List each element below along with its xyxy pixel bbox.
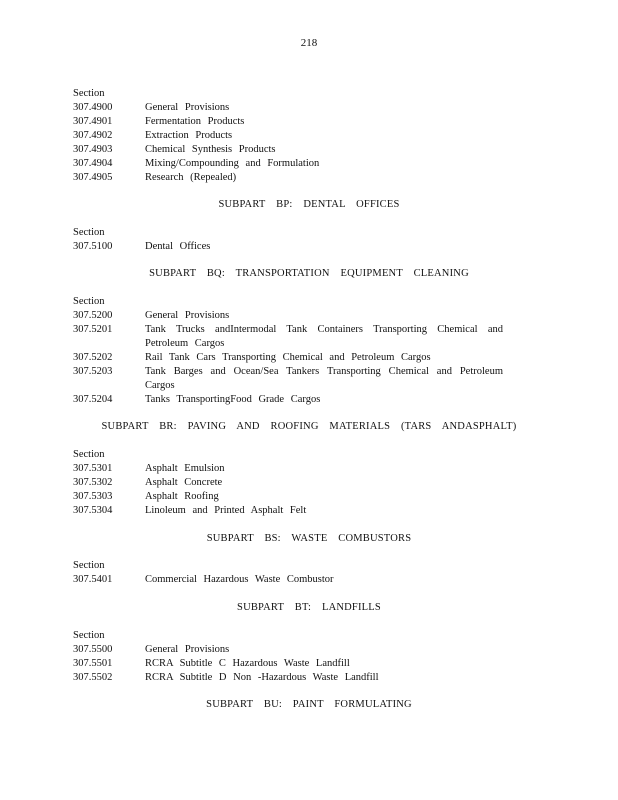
section-title: Linoleum and Printed Asphalt Felt — [145, 505, 307, 516]
section-number: 307.5204 — [73, 394, 113, 405]
section-number: 307.5303 — [73, 491, 113, 502]
list-item — [73, 115, 503, 129]
section-list — [73, 226, 503, 254]
list-item — [73, 240, 503, 254]
section-number: 307.4904 — [73, 158, 113, 169]
section-title: Asphalt Concrete — [145, 477, 223, 488]
section-title: Commercial Hazardous Waste Combustor — [145, 574, 334, 585]
list-item — [73, 323, 503, 351]
section-title: Tank Barges and Ocean/Sea Tankers Transporting Chemical and Petroleum Cargos — [145, 366, 503, 391]
section-number: 307.4901 — [73, 116, 113, 127]
list-item — [73, 671, 503, 685]
list-item — [73, 476, 503, 490]
list-item — [73, 351, 503, 365]
section-number: 307.4902 — [73, 130, 113, 141]
section-title: Tank Trucks andIntermodal Tank Containers Transporting Chemical and Petroleum Cargos — [145, 324, 503, 349]
list-item — [73, 101, 503, 115]
section-label: Section — [73, 88, 105, 99]
section-number: 307.5202 — [73, 352, 113, 363]
page-number: 218 — [300, 37, 318, 49]
section-number: 307.5302 — [73, 477, 113, 488]
list-item — [73, 504, 503, 518]
section-title: Chemical Synthesis Products — [145, 144, 276, 155]
list-item — [73, 393, 503, 407]
list-item — [73, 129, 503, 143]
section-title: General Provisions — [145, 644, 230, 655]
list-item — [73, 462, 503, 476]
section-number: 307.5201 — [73, 324, 113, 335]
section-title: Research (Repealed) — [145, 172, 237, 183]
list-item — [73, 657, 503, 671]
section-number: 307.5401 — [73, 574, 113, 585]
section-title: Mixing/Compounding and Formulation — [145, 158, 320, 169]
section-title: General Provisions — [145, 102, 230, 113]
section-number: 307.5304 — [73, 505, 113, 516]
section-number: 307.4903 — [73, 144, 113, 155]
section-number: 307.5203 — [73, 366, 113, 377]
list-item — [73, 365, 503, 393]
section-list — [73, 629, 503, 685]
subpart-heading: SUBPART BU: PAINT FORMULATING — [206, 699, 412, 710]
list-item — [73, 643, 503, 657]
section-title: Asphalt Roofing — [145, 491, 219, 502]
subpart-heading: SUBPART BS: WASTE COMBUSTORS — [206, 533, 412, 544]
section-list — [73, 448, 503, 518]
section-list — [73, 87, 503, 185]
section-title: RCRA Subtitle D Non -Hazardous Waste Landfill — [145, 672, 379, 683]
section-label: Section — [73, 560, 105, 571]
section-title: Tanks TransportingFood Grade Cargos — [145, 394, 321, 405]
section-number: 307.4905 — [73, 172, 113, 183]
subpart-heading: SUBPART BR: PAVING AND ROOFING MATERIALS (TARS ANDASPHALT) — [101, 421, 517, 432]
section-list — [73, 295, 503, 407]
section-number: 307.5502 — [73, 672, 113, 683]
list-item — [73, 157, 503, 171]
subpart-heading: SUBPART BQ: TRANSPORTATION EQUIPMENT CLEANING — [149, 268, 469, 279]
section-label: Section — [73, 630, 105, 641]
section-title: General Provisions — [145, 310, 230, 321]
list-item — [73, 143, 503, 157]
section-number: 307.5200 — [73, 310, 113, 321]
section-number: 307.5501 — [73, 658, 113, 669]
section-title: Rail Tank Cars Transporting Chemical and Petroleum Cargos — [145, 352, 431, 363]
section-label: Section — [73, 296, 105, 307]
section-title: RCRA Subtitle C Hazardous Waste Landfill — [145, 658, 350, 669]
list-item — [73, 171, 503, 185]
list-item — [73, 309, 503, 323]
section-title: Fermentation Products — [145, 116, 245, 127]
section-title: Asphalt Emulsion — [145, 463, 225, 474]
section-number: 307.5100 — [73, 241, 113, 252]
section-list — [73, 559, 503, 587]
section-number: 307.4900 — [73, 102, 113, 113]
section-label: Section — [73, 449, 105, 460]
list-item — [73, 573, 503, 587]
section-title: Dental Offices — [145, 241, 211, 252]
section-label: Section — [73, 227, 105, 238]
subpart-heading: SUBPART BP: DENTAL OFFICES — [218, 199, 400, 210]
section-number: 307.5301 — [73, 463, 113, 474]
section-title: Extraction Products — [145, 130, 233, 141]
subpart-heading: SUBPART BT: LANDFILLS — [237, 602, 381, 613]
list-item — [73, 490, 503, 504]
section-number: 307.5500 — [73, 644, 113, 655]
